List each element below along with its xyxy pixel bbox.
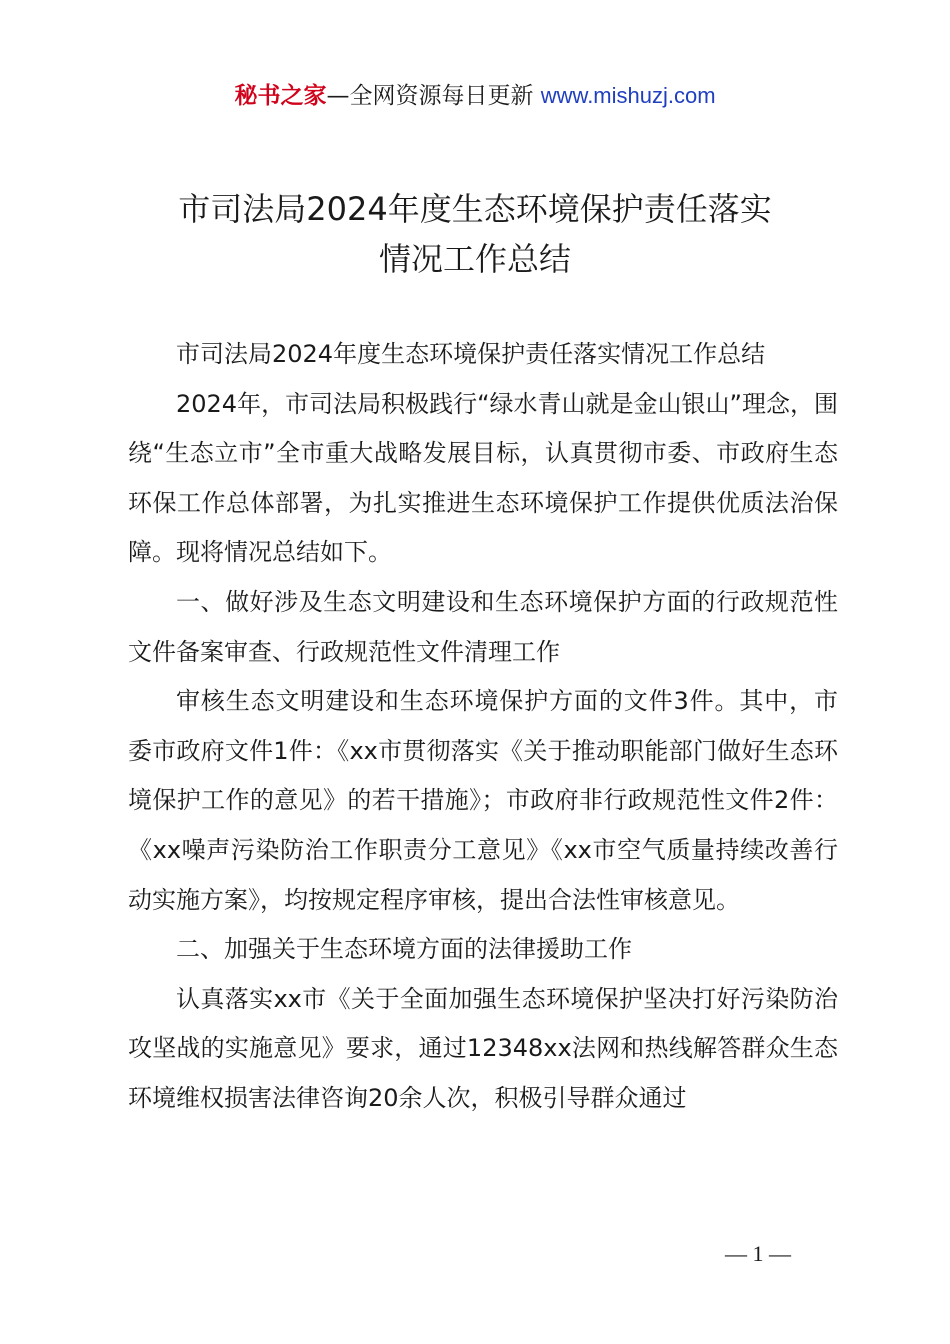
section-heading-2: 二、加强关于生态环境方面的法律援助工作 bbox=[176, 935, 632, 964]
site-header bbox=[0, 80, 950, 112]
document-body bbox=[128, 330, 838, 1124]
page-number: — 1 — bbox=[725, 1241, 791, 1266]
body-paragraph-section-2: 认真落实xx市《关于全面加强生态环境保护坚决打好污染防治攻坚战的实施意见》要求，通过12348xx法网和热线解答群众生态环境维权损害法律咨询20余人次，积极引导群众通过 bbox=[128, 984, 838, 1112]
section-heading-1: 一、做好涉及生态文明建设和生态环境保护方面的行政规范性文件备案审查、行政规范性文件清理工作 bbox=[128, 587, 838, 666]
body-paragraph-heading: 市司法局2024年度生态环境保护责任落实情况工作总结 bbox=[176, 340, 766, 368]
site-url-link[interactable]: www.mishuzj.com bbox=[540, 83, 716, 108]
site-slogan: —全网资源每日更新 bbox=[326, 83, 534, 109]
document-title-line-2: 情况工作总结 bbox=[378, 240, 571, 278]
document-title bbox=[100, 184, 850, 284]
site-brand: 秘书之家 bbox=[234, 83, 327, 109]
body-paragraph-section-1: 审核生态文明建设和生态环境保护方面的文件3件。其中，市委市政府文件1件：《xx市贯彻落实《关于推动职能部门做好生态环境保护工作的意见》的若干措施》；市政府非行政规范性文件2件：《xx噪声污染防治工作职责分工意见》《xx市空气质量持续改善行动实施方案》，均按规定程序审核，提出合法性审核意见。 bbox=[128, 687, 838, 914]
body-paragraph-intro: 2024年，市司法局积极践行“绿水青山就是金山银山”理念，围绕“生态立市”全市重大战略发展目标，认真贯彻市委、市政府生态环保工作总体部署，为扎实推进生态环境保护工作提供优质法治保障。现将情况总结如下。 bbox=[128, 389, 838, 567]
document-title-line-1: 市司法局2024年度生态环境保护责任落实 bbox=[178, 190, 772, 228]
